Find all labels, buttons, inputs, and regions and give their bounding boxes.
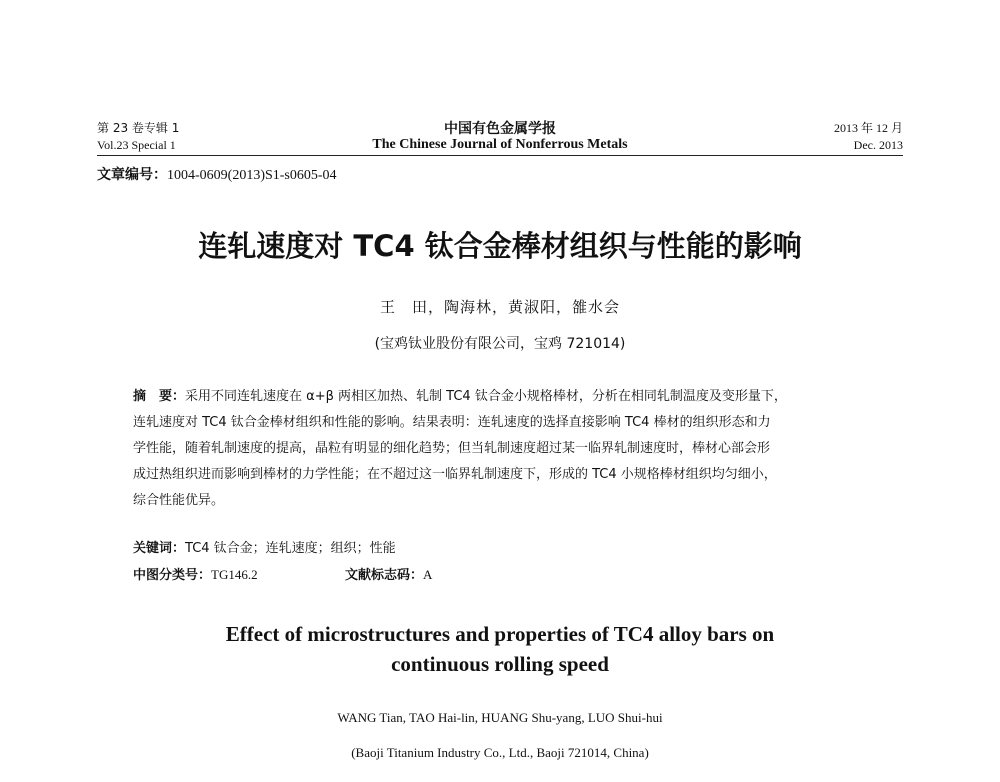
authors-cn: 王 田，陶海林，黄淑阳，雒水会	[379, 300, 620, 316]
abstract-line: 综合性能优异。	[133, 493, 225, 508]
volume-cn: 第 23 卷专辑 1	[97, 121, 180, 135]
clc-value: TG146.2	[211, 567, 258, 582]
article-number	[97, 164, 337, 184]
volume-en: Vol.23 Special 1	[97, 138, 176, 152]
title-en-line: Effect of microstructures and properties of TC4 alloy bars on	[225, 622, 775, 646]
abstract-line: 摘 要：采用不同连轧速度在 α+β 两相区加热、轧制 TC4 钛合金小规格棒材，分析在相同轧制温度及变形量下，	[133, 389, 787, 404]
article-number-label: 文章编号：	[97, 167, 167, 183]
journal-title-en: The Chinese Journal of Nonferrous Metals	[372, 137, 628, 152]
abstract-label: 摘 要：	[133, 389, 186, 404]
title-en-line: continuous rolling speed	[391, 652, 609, 676]
article-number-value: 1004-0609(2013)S1-s0605-04	[167, 168, 337, 183]
title-en	[0, 619, 1000, 679]
header-rule	[97, 155, 903, 156]
clc-label: 中图分类号：	[133, 568, 212, 583]
authors-en: WANG Tian, TAO Hai-lin, HUANG Shu-yang, LUO Shui-hui	[337, 710, 663, 725]
abstract-line: 成过热组织进而影响到棒材的力学性能；在不超过这一临界轧制速度下，形成的 TC4 小规格棒材组织均匀细小，	[133, 467, 777, 482]
journal-title-cn: 中国有色金属学报	[444, 121, 556, 137]
title-cn: 连轧速度对 TC4 钛合金棒材组织与性能的影响	[198, 229, 802, 263]
abstract-line: 学性能，随着轧制速度的提高，晶粒有明显的细化趋势；但当轧制速度超过某一临界轧制速度时，棒材心部会形	[133, 441, 771, 456]
classification	[133, 564, 258, 583]
doc-code-value: A	[423, 567, 433, 582]
affiliation-en: (Baoji Titanium Industry Co., Ltd., Baoji 721014, China)	[351, 745, 649, 760]
doc-code-label: 文献标志码：	[345, 568, 424, 583]
keywords	[133, 537, 396, 556]
document-code	[345, 564, 432, 583]
keywords-label: 关键词：	[133, 541, 186, 556]
date-en: Dec. 2013	[853, 138, 903, 152]
affiliation-cn: (宝鸡钛业股份有限公司，宝鸡 721014)	[374, 336, 626, 352]
keywords-value: TC4 钛合金；连轧速度；组织；性能	[185, 541, 396, 556]
abstract	[133, 384, 863, 514]
date-cn: 2013 年 12 月	[833, 121, 903, 135]
abstract-line: 连轧速度对 TC4 钛合金棒材组织和性能的影响。结果表明：连轧速度的选择直接影响 TC4 棒材的组织形态和力	[133, 415, 771, 430]
